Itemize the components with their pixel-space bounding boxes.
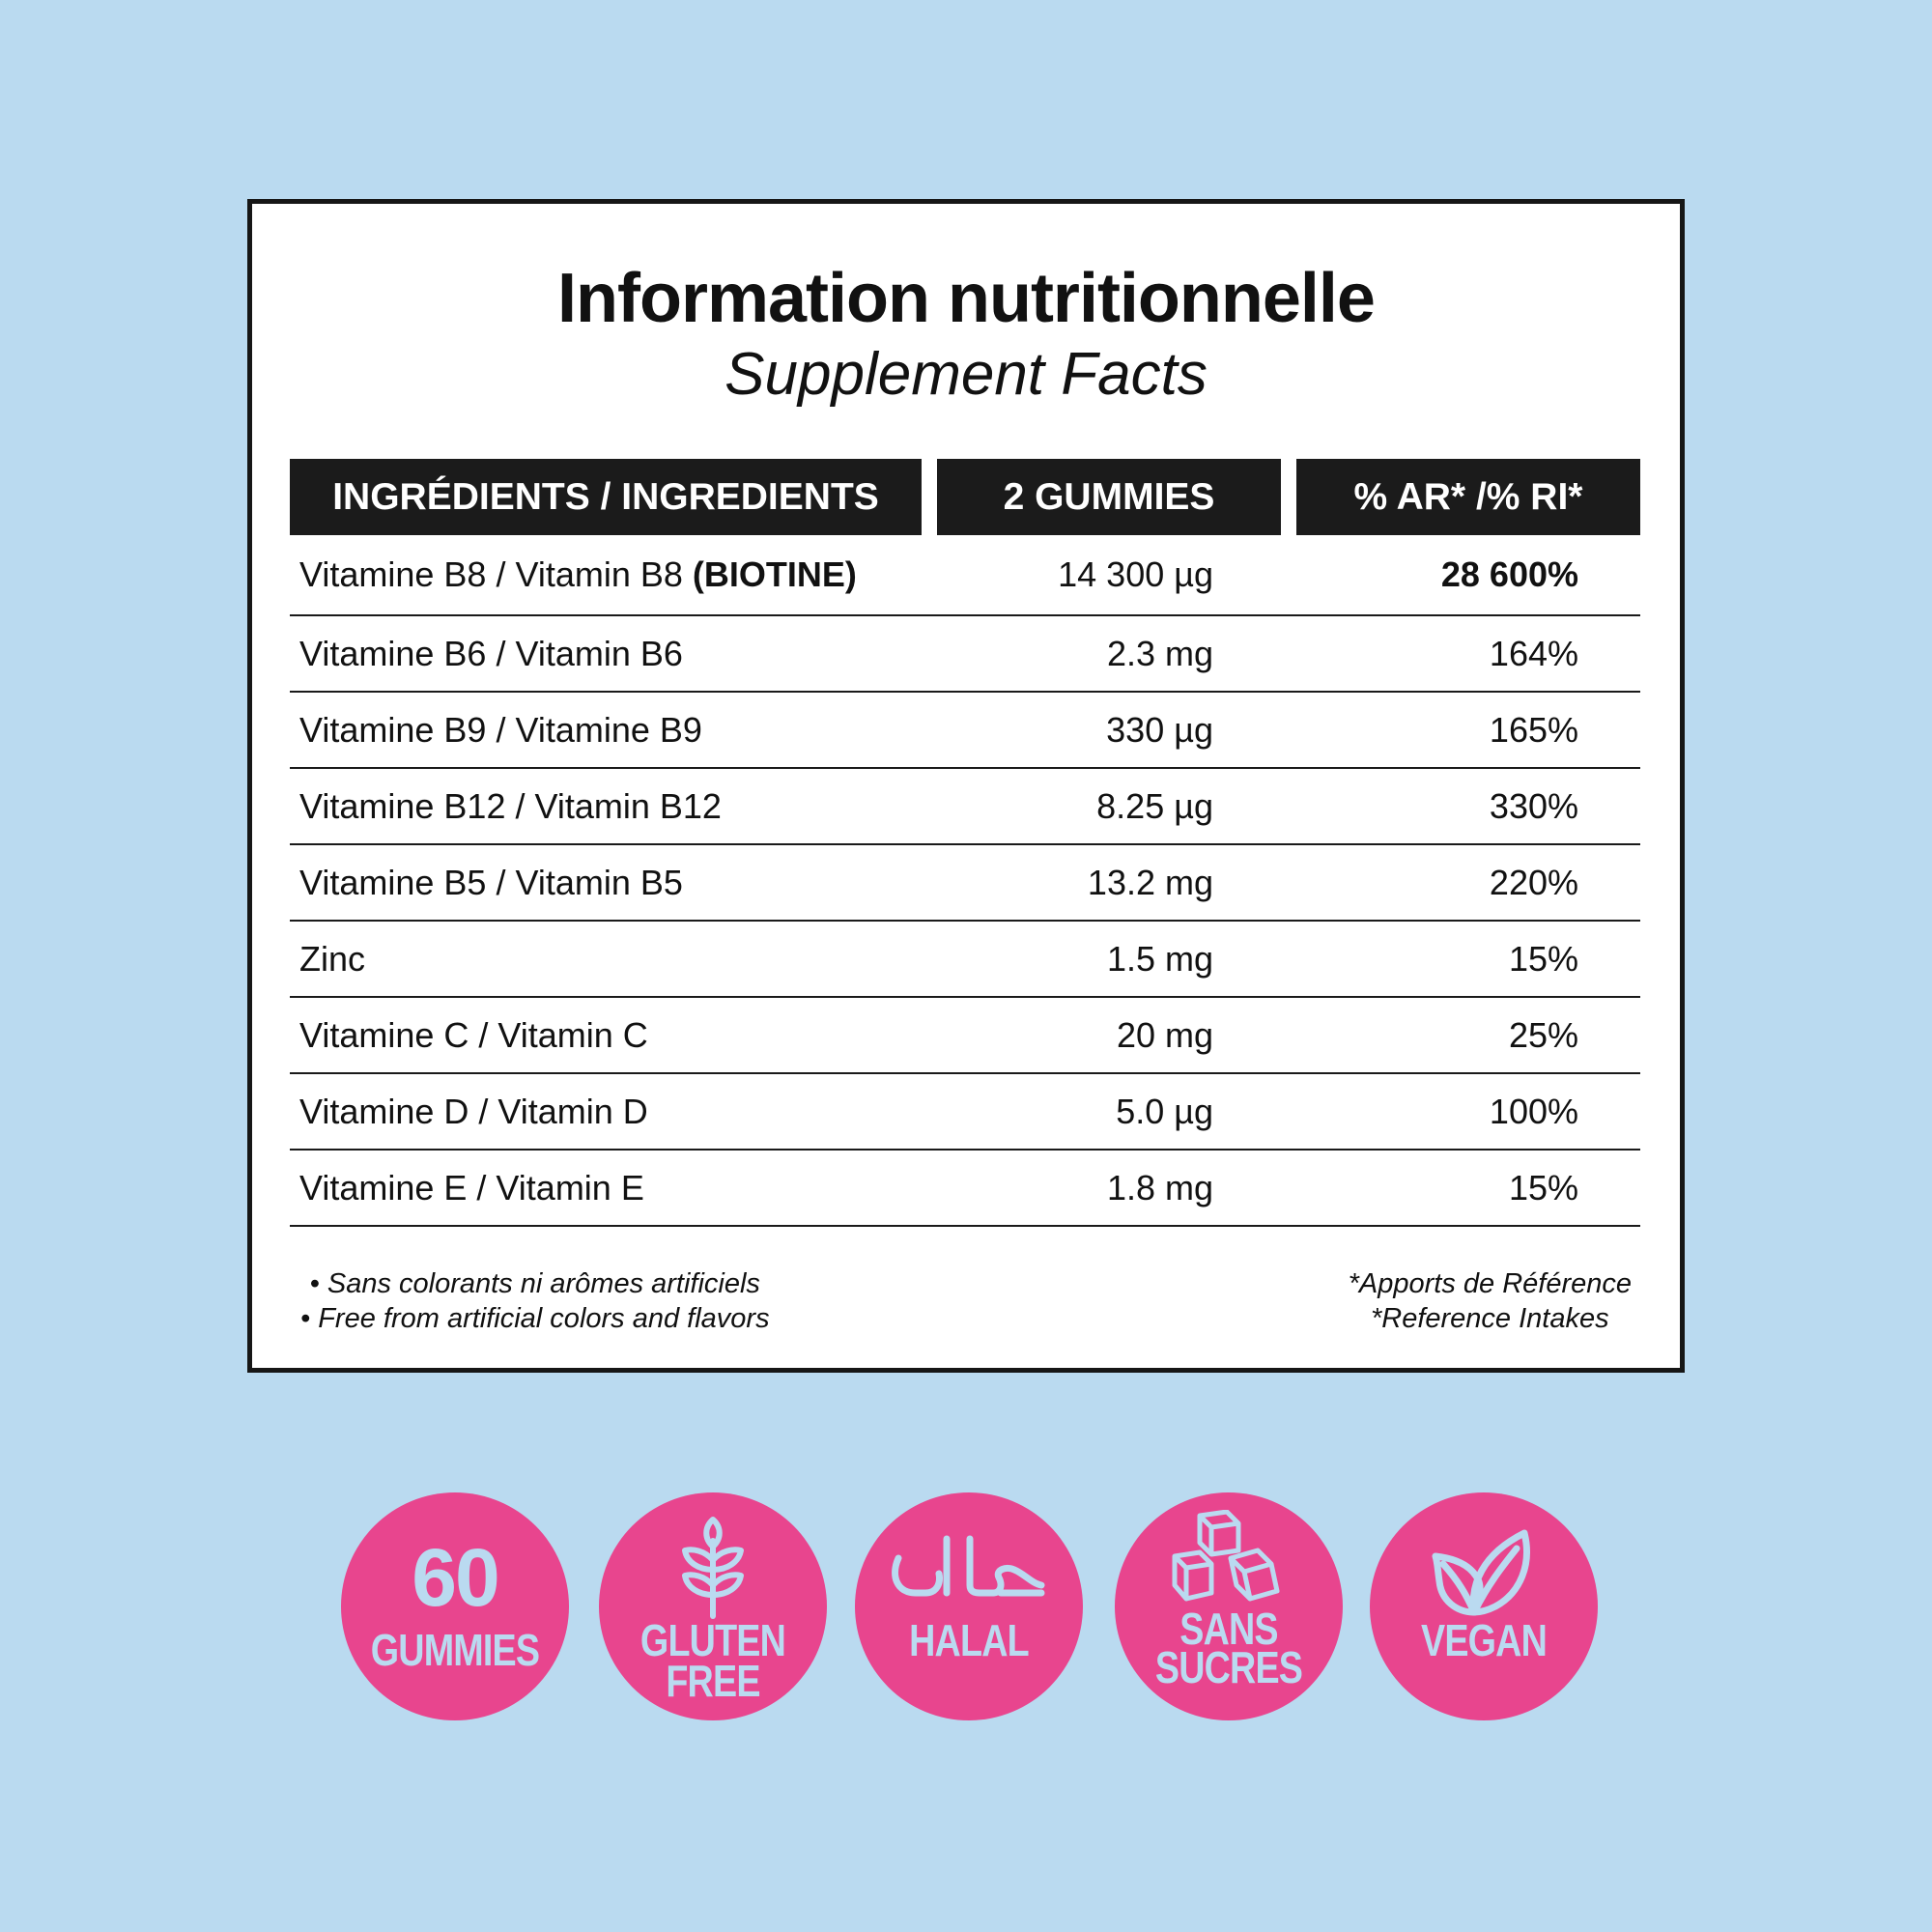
row-name: Vitamine B6 / Vitamin B6 bbox=[299, 634, 683, 673]
row-amount: 330 µg bbox=[1106, 710, 1213, 750]
page-title: Information nutritionnelle bbox=[557, 260, 1375, 337]
row-ri: 220% bbox=[1489, 863, 1578, 902]
row-ri: 15% bbox=[1508, 1168, 1578, 1208]
row-amount: 13.2 mg bbox=[1087, 863, 1213, 902]
row-ri: 28 600% bbox=[1440, 554, 1578, 594]
badge-label: GUMMIES bbox=[370, 1625, 540, 1675]
row-name: Vitamine C / Vitamin C bbox=[299, 1015, 648, 1055]
header-amount: 2 GUMMIES bbox=[937, 459, 1281, 535]
badge-number: 60 bbox=[412, 1532, 498, 1623]
badge-label: VEGAN bbox=[1420, 1615, 1548, 1665]
row-ri: 25% bbox=[1508, 1015, 1578, 1055]
row-amount: 1.5 mg bbox=[1106, 939, 1213, 979]
row-amount: 5.0 µg bbox=[1116, 1092, 1213, 1131]
badge-vegan bbox=[1370, 1492, 1598, 1720]
badge-sugar-free bbox=[1115, 1492, 1343, 1720]
row-name-bold: (BIOTINE) bbox=[692, 554, 857, 594]
table-row bbox=[290, 616, 1640, 693]
note-line: *Reference Intakes bbox=[1370, 1303, 1609, 1334]
row-ri: 330% bbox=[1489, 786, 1578, 826]
row-ri: 164% bbox=[1489, 634, 1578, 673]
row-ri: 100% bbox=[1489, 1092, 1578, 1131]
nutrition-table bbox=[290, 535, 1640, 1227]
row-name: Vitamine E / Vitamin E bbox=[299, 1168, 644, 1208]
badge-gluten-free bbox=[599, 1492, 827, 1720]
badge-halal bbox=[855, 1492, 1083, 1720]
table-row bbox=[290, 1151, 1640, 1227]
row-name bbox=[299, 535, 857, 614]
row-amount: 1.8 mg bbox=[1106, 1168, 1213, 1208]
row-ri: 165% bbox=[1489, 710, 1578, 750]
table-row bbox=[290, 922, 1640, 998]
row-amount: 14 300 µg bbox=[1058, 554, 1213, 594]
header-ri: % AR* /% RI* bbox=[1296, 459, 1640, 535]
notes-artificial-free bbox=[300, 1266, 770, 1336]
row-name: Vitamine D / Vitamin D bbox=[299, 1092, 648, 1131]
table-row bbox=[290, 1074, 1640, 1151]
badge-line1: GLUTEN bbox=[639, 1615, 786, 1665]
page-subtitle: Supplement Facts bbox=[724, 341, 1208, 408]
badge-line2: FREE bbox=[666, 1656, 760, 1706]
table-row bbox=[290, 535, 1640, 616]
table-row bbox=[290, 769, 1640, 845]
table-row bbox=[290, 998, 1640, 1074]
row-ri: 15% bbox=[1508, 939, 1578, 979]
note-line: • Sans colorants ni arômes artificiels bbox=[309, 1268, 760, 1299]
row-name: Vitamine B9 / Vitamine B9 bbox=[299, 710, 702, 750]
notes-reference-intakes bbox=[1349, 1266, 1632, 1336]
supplement-facts-card bbox=[247, 199, 1685, 1373]
badge-label: HALAL bbox=[909, 1615, 1029, 1665]
badge-line2: SUCRES bbox=[1154, 1642, 1303, 1692]
table-row bbox=[290, 845, 1640, 922]
note-line: • Free from artificial colors and flavors bbox=[300, 1303, 770, 1334]
halal-arabic-icon bbox=[887, 1529, 1051, 1606]
row-name: Vitamine B5 / Vitamin B5 bbox=[299, 863, 683, 902]
row-amount: 2.3 mg bbox=[1106, 634, 1213, 673]
header-ingredients: INGRÉDIENTS / INGREDIENTS bbox=[290, 459, 922, 535]
badge-60-gummies bbox=[341, 1492, 569, 1720]
leaf-icon bbox=[1428, 1525, 1540, 1618]
row-name: Zinc bbox=[299, 939, 366, 979]
badge-line1: SANS bbox=[1179, 1604, 1278, 1654]
row-amount: 20 mg bbox=[1116, 1015, 1213, 1055]
row-name-text: Vitamine B8 / Vitamin B8 bbox=[299, 554, 693, 594]
table-row bbox=[290, 693, 1640, 769]
sugar-cubes-icon bbox=[1171, 1510, 1287, 1606]
note-line: *Apports de Référence bbox=[1348, 1268, 1632, 1299]
row-amount: 8.25 µg bbox=[1096, 786, 1213, 826]
row-name: Vitamine B12 / Vitamin B12 bbox=[299, 786, 722, 826]
wheat-icon bbox=[679, 1512, 747, 1620]
